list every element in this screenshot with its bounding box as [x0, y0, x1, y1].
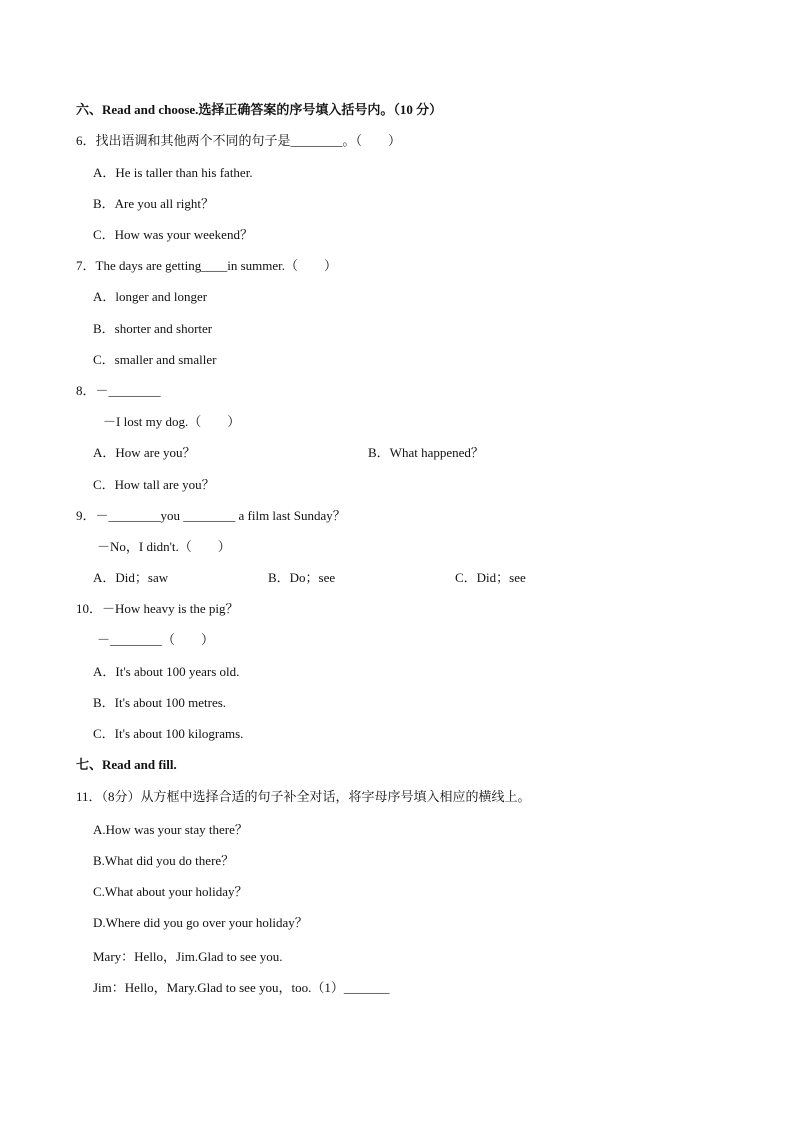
- question-9-reply: －No，I didn't.（ ）: [97, 539, 231, 554]
- question-8-option-a: A．How are you？: [93, 445, 196, 460]
- question-10-option-b: B．It's about 100 metres.: [93, 695, 227, 710]
- question-7-option-b: B．shorter and shorter: [93, 321, 213, 336]
- question-11-choice-d: D.Where did you go over your holiday？: [93, 915, 308, 930]
- question-11-choice-c: C.What about your holiday？: [93, 884, 248, 899]
- question-10-option-c: C．It's about 100 kilograms.: [93, 726, 244, 741]
- question-11-choice-a: A.How was your stay there？: [93, 822, 248, 837]
- question-8-stem: 8．－________: [76, 383, 161, 398]
- question-9-option-a: A．Did；saw: [93, 570, 169, 585]
- dialogue-line-mary: Mary：Hello，Jim.Glad to see you.: [93, 949, 283, 964]
- question-10-option-a: A．It's about 100 years old.: [93, 664, 240, 679]
- section-6-heading: 六、Read and choose.选择正确答案的序号填入括号内。（10 分）: [76, 102, 443, 117]
- question-6-option-b: B．Are you all right？: [93, 196, 214, 211]
- question-8-option-b: B．What happened？: [368, 445, 484, 460]
- question-11-choice-b: B.What did you do there？: [93, 853, 235, 868]
- dialogue-line-jim: Jim：Hello，Mary.Glad to see you，too.（1）_______: [93, 980, 390, 995]
- question-6-stem: 6．找出语调和其他两个不同的句子是________。（ ）: [76, 133, 402, 148]
- question-6-option-a: A．He is taller than his father.: [93, 165, 253, 180]
- question-9-option-c: C．Did；see: [455, 570, 526, 585]
- question-8-option-c: C．How tall are you？: [93, 477, 215, 492]
- question-6-option-c: C．How was your weekend？: [93, 227, 253, 242]
- question-7-stem: 7．The days are getting____in summer.（ ）: [76, 258, 338, 273]
- question-7-option-c: C．smaller and smaller: [93, 352, 217, 367]
- question-8-reply: －I lost my dog.（ ）: [103, 414, 241, 429]
- question-11-stem: 11．（8分）从方框中选择合适的句子补全对话，将字母序号填入相应的横线上。: [76, 789, 531, 804]
- question-9-option-b: B．Do；see: [268, 570, 336, 585]
- question-9-stem: 9．－________you ________ a film last Sunday？: [76, 508, 346, 523]
- question-10-stem: 10．－How heavy is the pig？: [76, 601, 239, 616]
- section-7-heading: 七、Read and fill.: [76, 757, 177, 772]
- question-10-reply: －________（ ）: [97, 632, 215, 647]
- question-7-option-a: A．longer and longer: [93, 289, 208, 304]
